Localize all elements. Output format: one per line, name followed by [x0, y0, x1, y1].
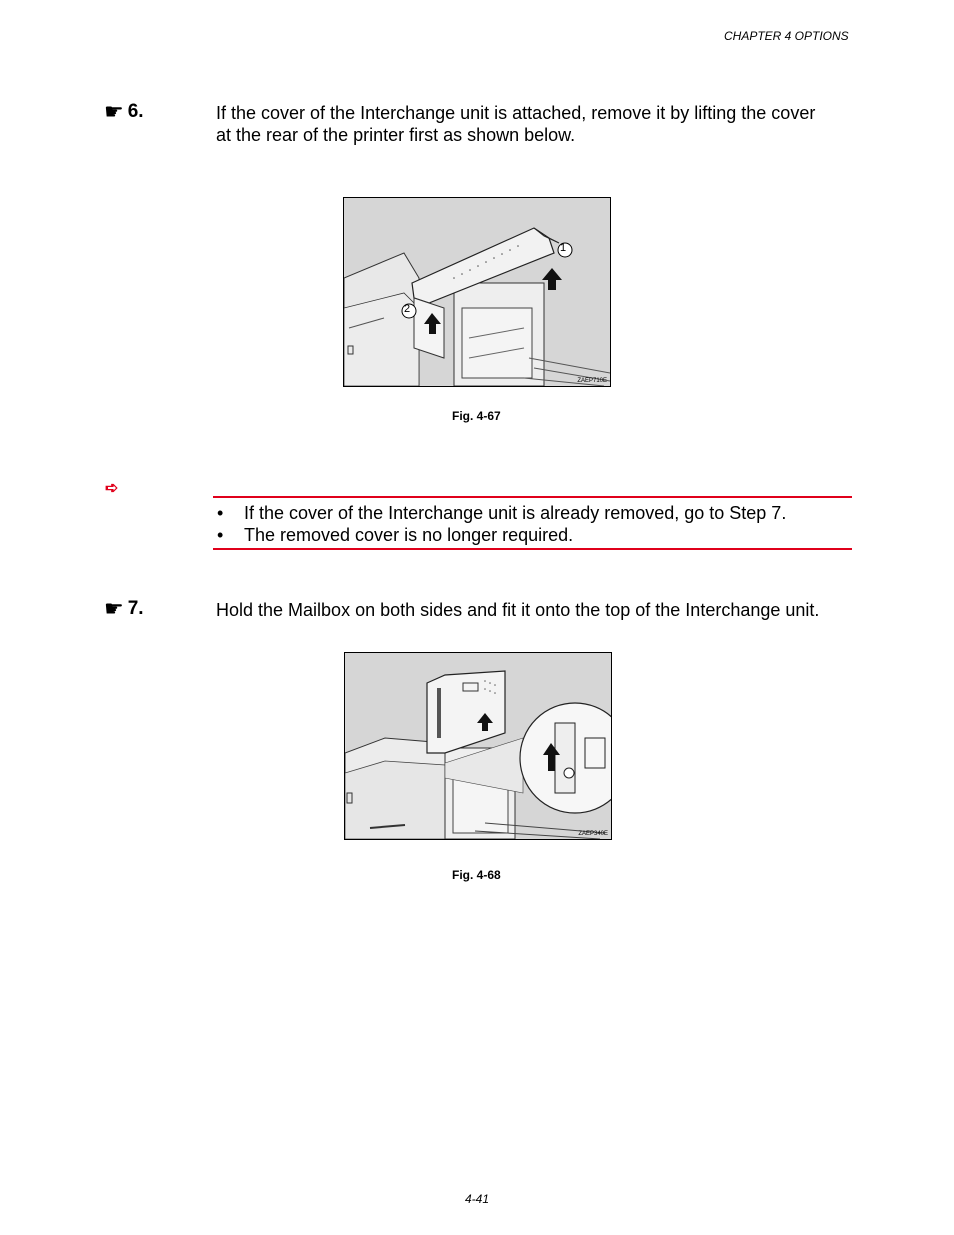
pointing-hand-icon: ☛: [104, 596, 124, 621]
step-7-marker: [104, 598, 144, 620]
note-item: [213, 524, 852, 546]
chapter-header: CHAPTER 4 OPTIONS: [724, 29, 849, 43]
note-item-text: If the cover of the Interchange unit is already removed, go to Step 7.: [244, 503, 787, 523]
printer-cover-illustration: [344, 198, 610, 386]
bullet-icon: •: [217, 503, 224, 523]
figure-4-67-caption: Fig. 4-67: [452, 409, 501, 423]
figure-4-68-caption: Fig. 4-68: [452, 868, 501, 882]
figure-4-68: [344, 652, 612, 840]
page-number: 4-41: [465, 1192, 490, 1206]
note-list: [213, 502, 852, 546]
note-item: [213, 502, 852, 524]
figure-code: ZAEP340E: [578, 831, 608, 837]
step-6-text: [216, 102, 856, 146]
mailbox-install-illustration: [345, 653, 611, 839]
figure-4-67: [343, 197, 611, 387]
note-box: [213, 496, 852, 550]
step-6-text-line1: If the cover of the Interchange unit is attached, remove it by lifting the cover: [216, 103, 816, 123]
callout-2-label: 2: [404, 303, 411, 315]
step-6-number: 6.: [127, 101, 144, 122]
step-7-text: Hold the Mailbox on both sides and fit it onto the top of the Interchange unit.: [216, 600, 820, 620]
step-6-text-line2: at the rear of the printer first as shown below.: [216, 125, 576, 145]
step-6-marker: [104, 101, 144, 123]
bullet-icon: •: [217, 525, 224, 545]
note-item-text: The removed cover is no longer required.: [244, 525, 574, 545]
pointing-hand-icon: ☛: [104, 99, 124, 124]
note-arrow-icon: ➪: [105, 480, 119, 497]
figure-code: ZAEP710E: [577, 378, 607, 384]
callout-1-label: 1: [560, 242, 567, 254]
step-7-number: 7.: [127, 598, 144, 619]
